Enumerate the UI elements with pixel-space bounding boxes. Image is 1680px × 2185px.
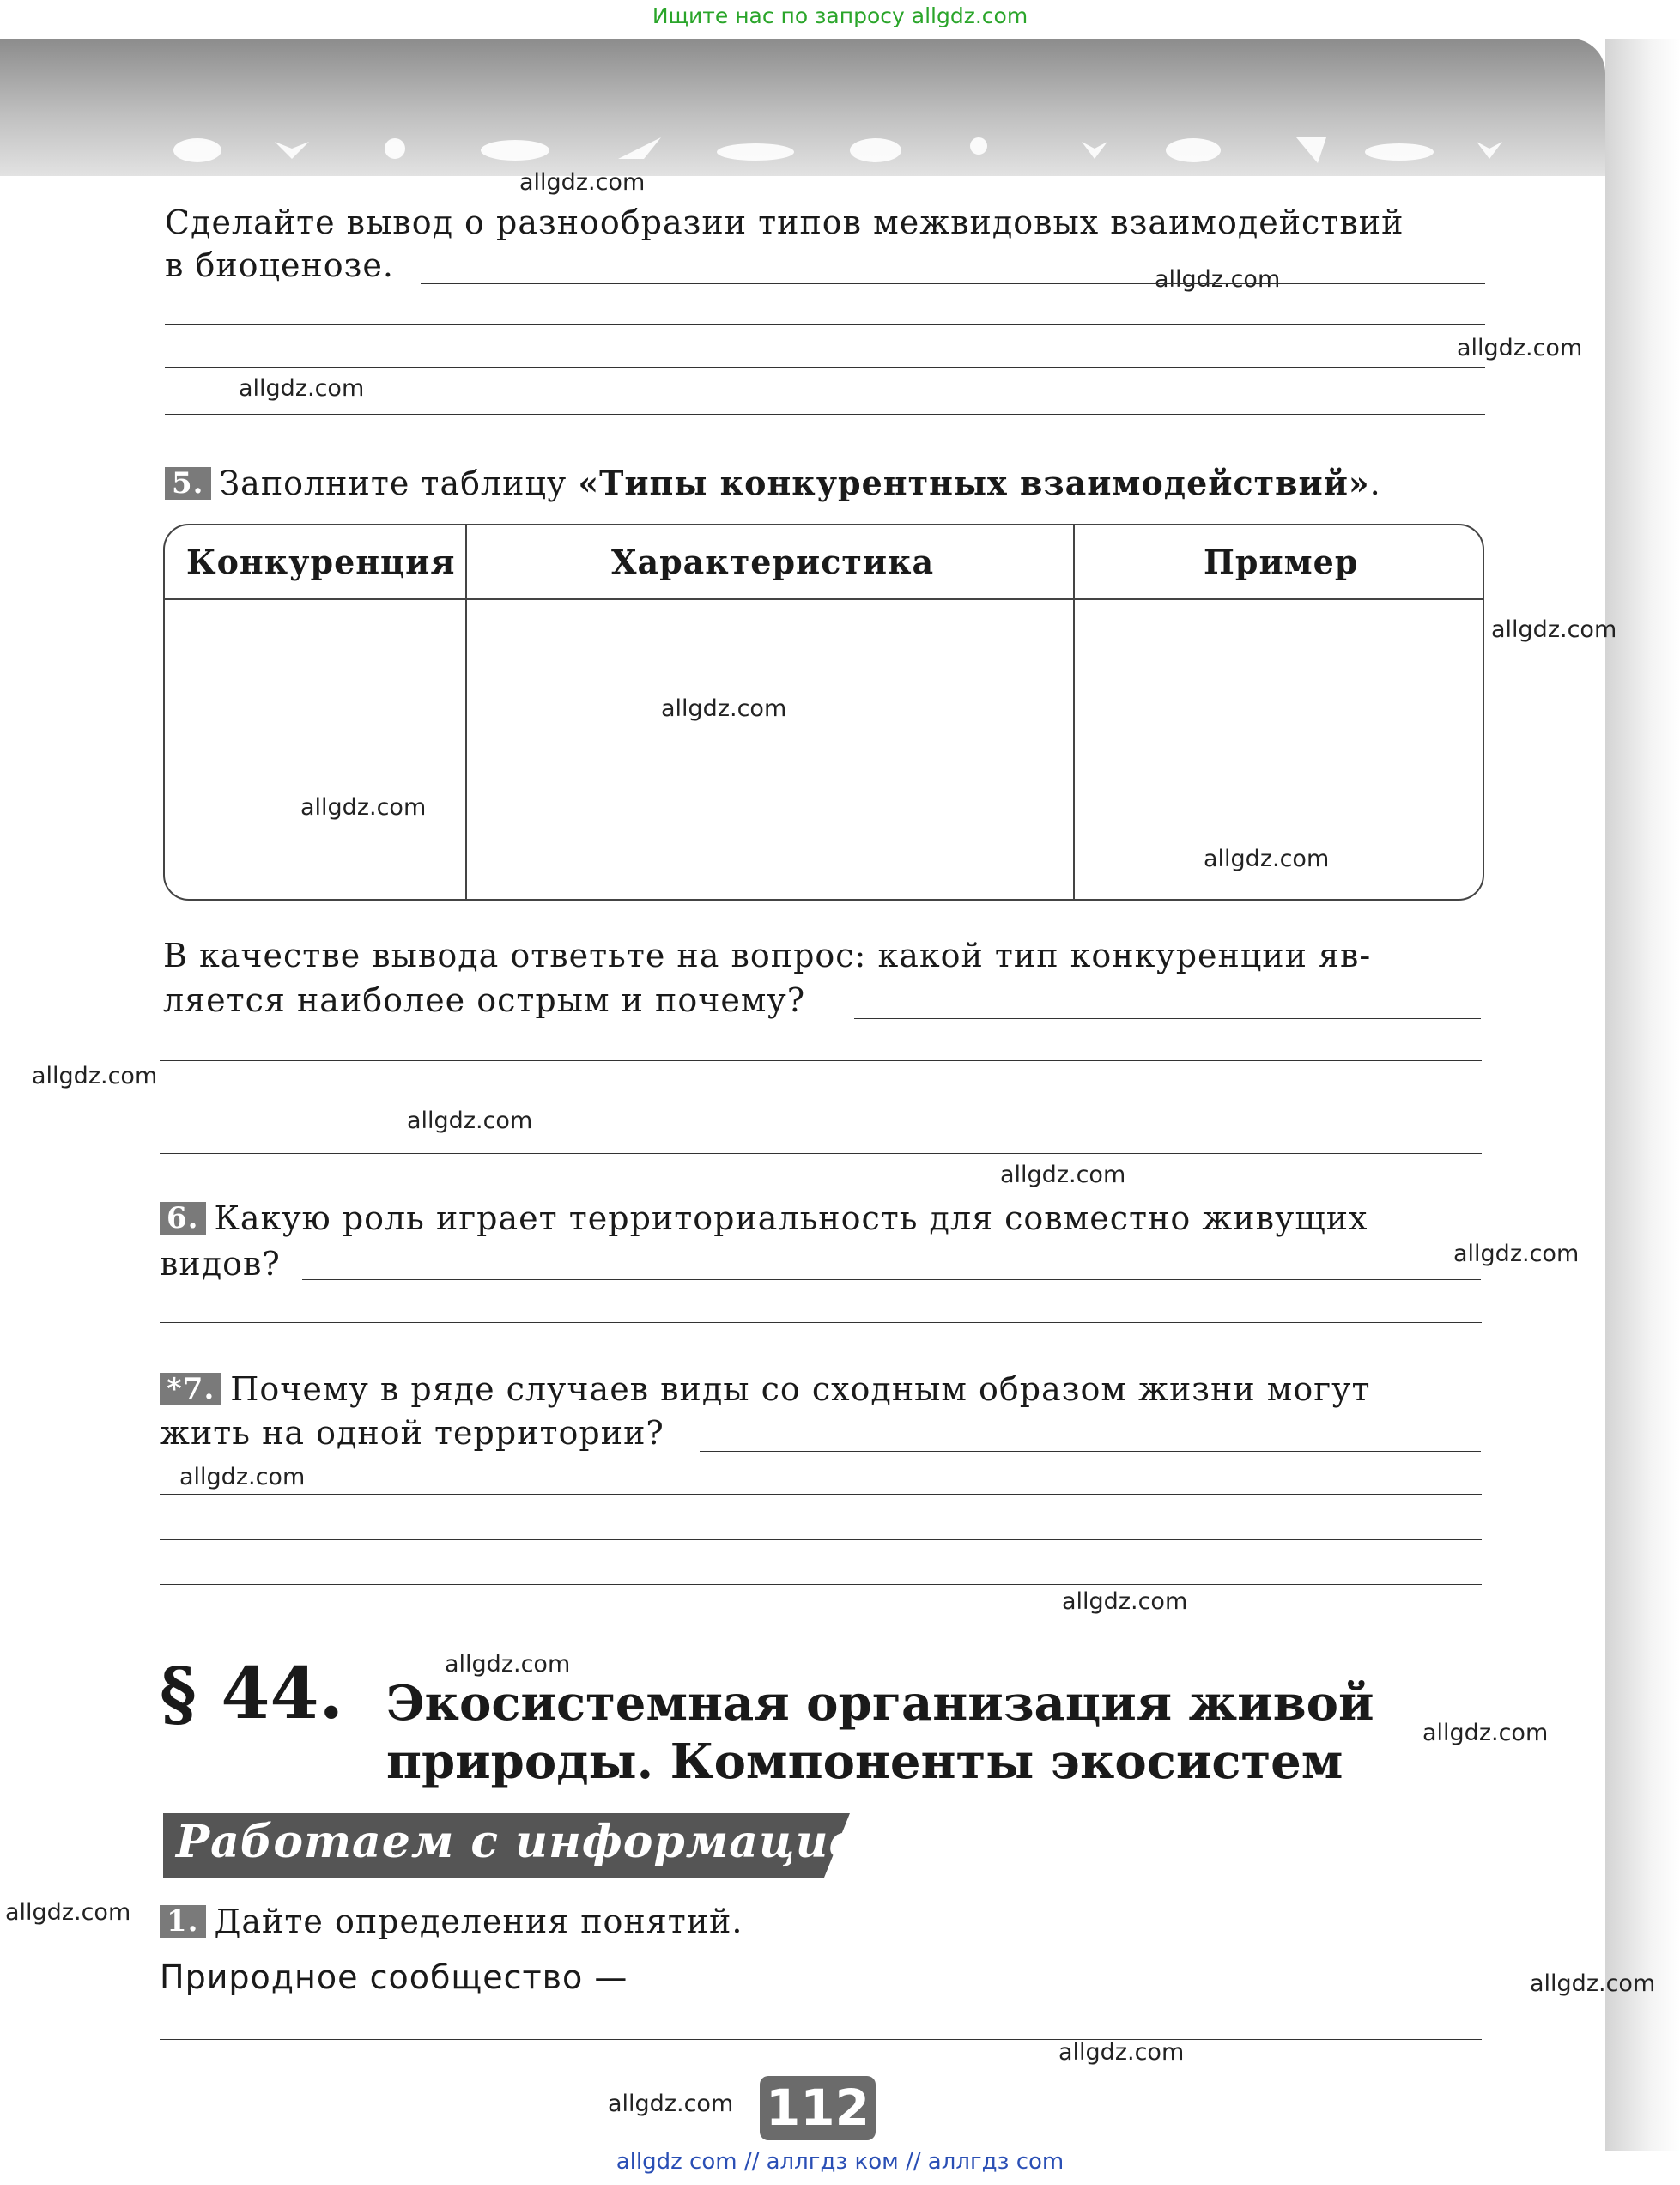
answer-line[interactable]: [700, 1451, 1481, 1452]
answer-line[interactable]: [160, 1322, 1482, 1323]
task5-heading: [165, 462, 1381, 505]
task7-text: Почему в ряде случаев виды со сходным образом жизни могут: [230, 1370, 1371, 1408]
section-title-line1: Экосистемная организация живой: [386, 1675, 1374, 1732]
watermark: allgdz.com: [1491, 616, 1617, 643]
watermark: allgdz.com: [407, 1108, 533, 1134]
watermark: allgdz.com: [1453, 1241, 1580, 1267]
watermark: allgdz.com: [1058, 2039, 1185, 2066]
search-hint-link[interactable]: Ищите нас по запросу allgdz.com: [652, 3, 1028, 28]
answer-line[interactable]: [165, 414, 1485, 415]
watermark: allgdz.com: [608, 2091, 734, 2117]
watermark: allgdz.com: [300, 794, 427, 821]
conclusion-prompt-line2: в биоценозе.: [165, 246, 394, 284]
task5-title-end: .: [1369, 464, 1381, 502]
book-spine-shadow: [1605, 39, 1680, 2151]
task7-question-line1: [160, 1368, 1370, 1411]
answer-line[interactable]: [160, 1494, 1482, 1495]
task5-text: Заполните таблицу: [219, 464, 579, 502]
task6-question-line1: [160, 1197, 1368, 1240]
task5-question-line2: ляется наиболее острым и почему?: [163, 981, 806, 1019]
task7-number-badge: *7.: [160, 1373, 221, 1405]
conclusion-prompt-line1: Сделайте вывод о разнообразии типов межвидовых взаимодействий: [165, 203, 1404, 241]
table-cell-competition[interactable]: [165, 600, 465, 896]
watermark: allgdz.com: [1000, 1162, 1126, 1188]
task6-question-line2: видов?: [160, 1245, 281, 1283]
watermark: allgdz.com: [519, 169, 646, 196]
answer-line[interactable]: [165, 324, 1485, 325]
task5-number-badge: 5.: [165, 467, 211, 500]
watermark: allgdz.com: [1422, 1720, 1549, 1746]
watermark: allgdz.com: [179, 1464, 306, 1490]
watermark: allgdz.com: [1062, 1588, 1188, 1615]
task1-number-badge: 1.: [160, 1905, 206, 1938]
table-cell-characteristic[interactable]: [467, 600, 1073, 896]
info-bar-text: Работаем с информацией: [176, 1816, 892, 1868]
task6-number-badge: 6.: [160, 1202, 206, 1235]
task6-text: Какую роль играет территориальность для совместно живущих: [214, 1199, 1368, 1237]
answer-line[interactable]: [421, 283, 1485, 284]
watermark: allgdz.com: [1204, 846, 1330, 872]
watermark: allgdz.com: [239, 375, 365, 402]
table-header-characteristic: Характеристика: [611, 543, 935, 581]
competition-types-table: [163, 524, 1484, 901]
answer-line[interactable]: [160, 2039, 1482, 2040]
answer-line[interactable]: [854, 1018, 1481, 1019]
watermark: allgdz.com: [5, 1899, 131, 1926]
task1-text: Дайте определения понятий.: [214, 1903, 743, 1940]
task5-table-title: «Типы конкурентных взаимодействий»: [578, 464, 1370, 502]
task1-heading: [160, 1900, 743, 1943]
answer-line[interactable]: [160, 1153, 1482, 1154]
watermark: allgdz.com: [661, 695, 787, 722]
task7-question-line2: жить на одной территории?: [160, 1414, 664, 1452]
watermark: allgdz.com: [445, 1651, 571, 1678]
answer-line[interactable]: [160, 1584, 1482, 1585]
answer-line[interactable]: [160, 1060, 1482, 1061]
answer-line[interactable]: [302, 1279, 1481, 1280]
section-title-line2: природы. Компоненты экосистем: [386, 1733, 1343, 1790]
watermark: allgdz.com: [1457, 335, 1583, 361]
watermark: allgdz.com: [1155, 266, 1281, 293]
page-number: 112: [760, 2076, 876, 2140]
table-header-competition: Конкуренция: [186, 543, 456, 581]
watermark: allgdz.com: [1530, 1970, 1656, 1997]
section-number: § 44.: [160, 1653, 344, 1735]
table-header-example: Пример: [1204, 543, 1359, 581]
answer-line[interactable]: [165, 367, 1485, 368]
answer-line[interactable]: [160, 1539, 1482, 1540]
watermark: allgdz.com: [32, 1063, 158, 1089]
term-natural-community: Природное сообщество —: [160, 1958, 628, 1996]
table-cell-example[interactable]: [1075, 600, 1481, 896]
footer-links[interactable]: allgdz com // аллгдз ком // аллгдз com: [616, 2149, 1064, 2175]
task5-question-line1: В качестве вывода ответьте на вопрос: какой тип конкуренции яв-: [163, 937, 1372, 974]
animal-silhouettes-icon: [172, 124, 1511, 176]
